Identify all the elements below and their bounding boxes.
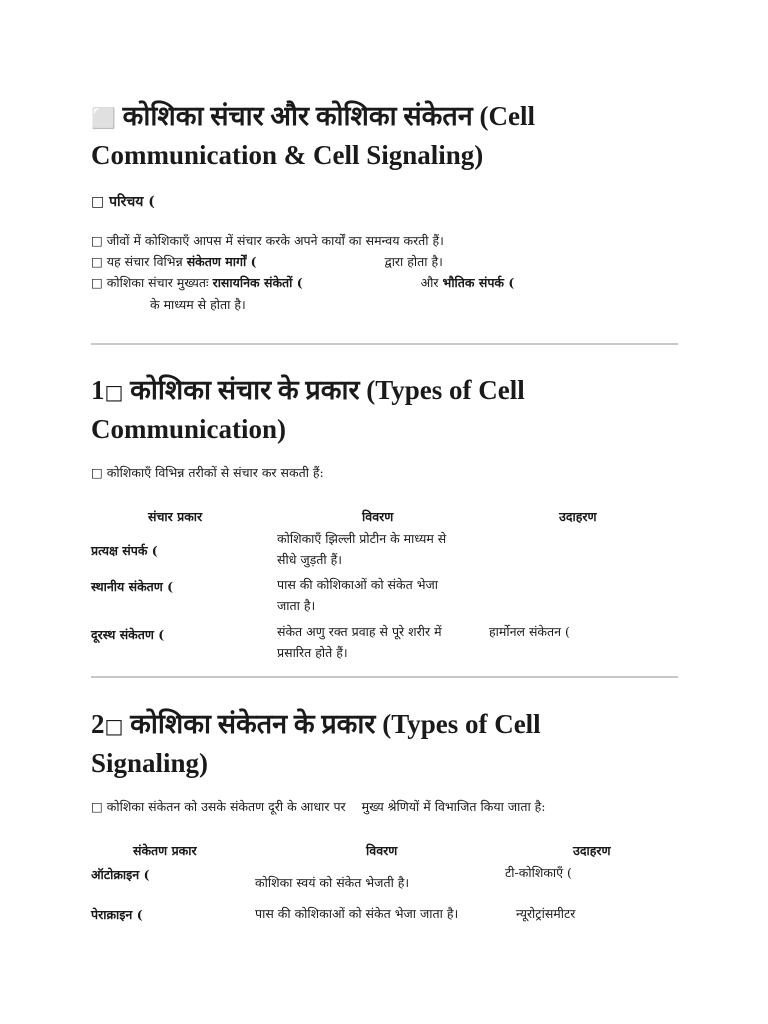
page-title [91,98,691,174]
divider [91,343,678,345]
table-cell-example: न्यूरोट्रांसमीटर [516,906,576,921]
table-cell-desc-line: प्रसारित होते हैं। [277,645,348,660]
page-title-line1: कोशिका संचार और कोशिका संकेतन (Cell [122,101,535,131]
table-cell-type: प्रत्यक्ष संपर्क ( [91,543,158,558]
intro-bullet-3-text-e: के माध्यम से होता है। [150,297,246,312]
intro-bullet-2 [91,253,443,270]
square-glyph-icon: □ [91,194,105,210]
square-glyph-icon: ⬜ [91,106,116,130]
table-cell-desc [277,528,446,570]
section-1-title [91,372,691,448]
intro-bullet-2-bold: संकेतण मार्गों ( [186,254,257,269]
square-glyph-icon: □ [91,799,103,814]
section-1-number: 1 [91,375,105,405]
intro-bullet-3 [91,274,514,291]
table-cell-desc [277,574,438,616]
table-cell-example: टी-कोशिकाएँ ( [505,865,572,880]
section-1-title-a: कोशिका संचार के प्रकार (Types of Cell [130,375,525,405]
intro-bullet-2-text-a: यह संचार विभिन्न [106,254,183,269]
intro-bullet-1-text: जीवों में कोशिकाएँ आपस में संचार करके अपने कार्यों का समन्वय करती हैं। [106,233,444,248]
table-header: विवरण [366,843,398,858]
table-cell-desc-line: कोशिकाएँ झिल्ली प्रोटीन के माध्यम से [277,531,447,546]
page-title-line2: Communication & Cell Signaling) [91,140,484,170]
intro-bullet-2-text-c: द्वारा होता है। [384,254,443,269]
intro-bullet-3-bold-d: भौतिक संपर्क ( [442,275,515,290]
section-2-note [91,798,546,815]
square-glyph-icon: □ [91,275,103,290]
section-2-note-text-a: कोशिका संकेतन को उसके संकेतण दूरी के आधार पर [106,799,346,814]
table-header: उदाहरण [559,509,597,524]
table-cell-desc [277,621,442,663]
table-cell-example: हार्मोनल संकेतन ( [489,624,570,639]
section-1-note [91,464,324,481]
intro-bullet-1 [91,232,444,249]
intro-heading [91,192,155,211]
intro-bullet-3-bold-a: रासायनिक संकेतों ( [212,275,303,290]
table-header: उदाहरण [573,843,611,858]
table-cell-desc-line: सीधे जुड़ती हैं। [277,552,343,567]
intro-heading-text: परिचय ( [109,194,155,210]
table-cell-type: दूरस्थ संकेतण ( [91,627,165,642]
section-2-note-text-b: मुख्य श्रेणियों में विभाजित किया जाता है: [361,799,546,814]
intro-bullet-3-text-c: और [420,275,439,290]
table-cell-desc: पास की कोशिकाओं को संकेत भेजा जाता है। [255,906,459,921]
intro-bullet-3-text-a: कोशिका संचार मुख्यतः [106,275,209,290]
table-cell-desc-line: जाता है। [277,598,316,613]
section-2-title-a: कोशिका संकेतन के प्रकार (Types of Cell [130,709,541,739]
section-1-title-b: Communication) [91,414,286,444]
divider [91,676,678,678]
table-header: विवरण [362,509,394,524]
section-1-note-text: कोशिकाएँ विभिन्न तरीकों से संचार कर सकती हैं: [106,465,324,480]
section-2-title [91,706,691,782]
table-cell-desc-line: पास की कोशिकाओं को संकेत भेजा [277,577,438,592]
table-cell-type: ऑटोक्राइन ( [91,867,150,882]
table-cell-desc: कोशिका स्वयं को संकेत भेजती है। [255,875,410,890]
section-2-number: 2 [91,709,105,739]
table-header: संचार प्रकार [148,509,203,524]
section-2-title-b: Signaling) [91,748,209,778]
square-glyph-icon: □ [104,380,124,404]
table-cell-type: पेराक्राइन ( [91,907,143,922]
square-glyph-icon: □ [91,465,103,480]
square-glyph-icon: □ [104,714,124,738]
square-glyph-icon: □ [91,254,103,269]
table-cell-type: स्थानीय संकेतण ( [91,579,174,594]
table-header: संकेतण प्रकार [133,843,197,858]
table-cell-desc-line: संकेत अणु रक्त प्रवाह से पूरे शरीर में [277,624,442,639]
square-glyph-icon: □ [91,233,103,248]
intro-bullet-3-cont [150,296,246,313]
